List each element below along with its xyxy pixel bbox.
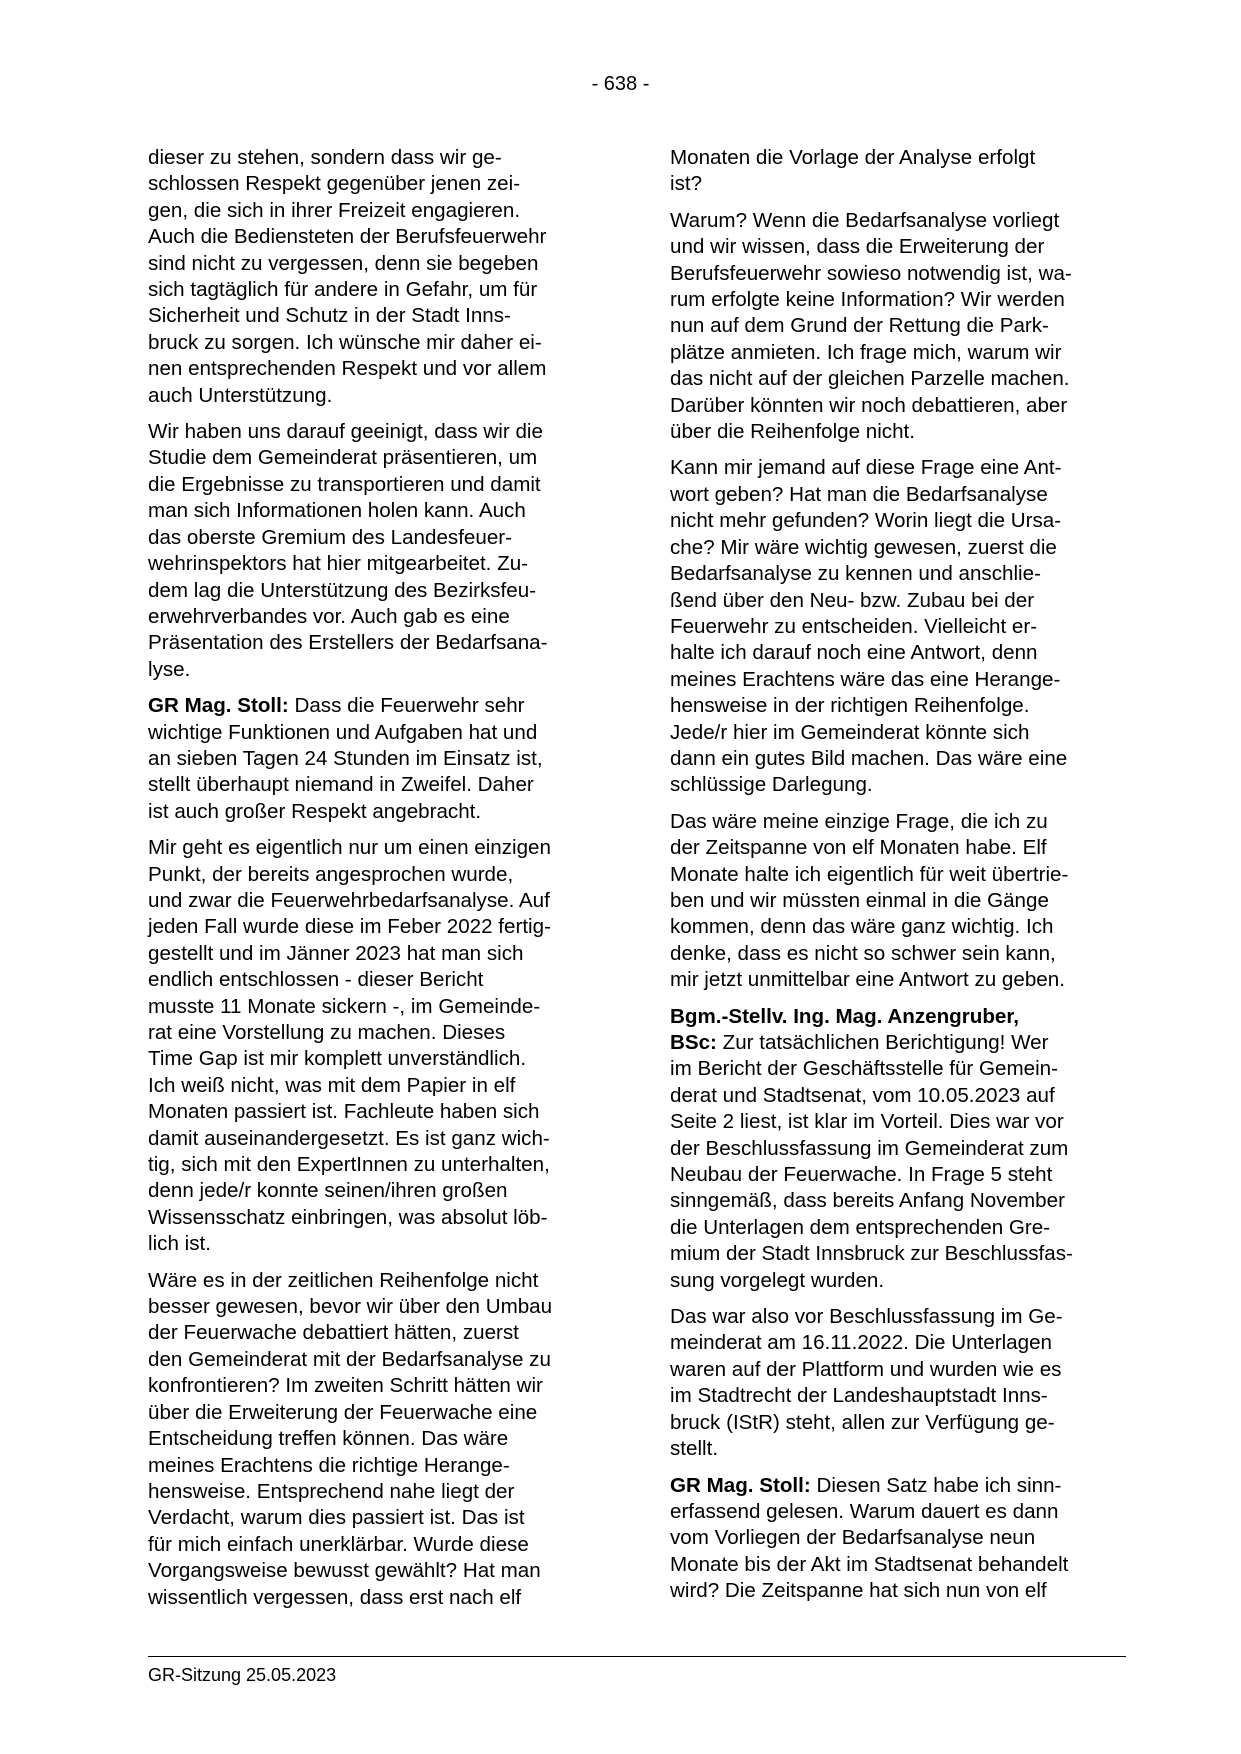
paragraph-text: Wäre es in der zeitlichen Reihenfolge nicht besser gewesen, bevor wir über den Umbau der Feuerwache debattiert hätten, zuerst den Gemeinderat mit der Bedarfsanalyse zu konfrontieren? Im zweiten Schritt hätten wir über die Erweiterung der Feuerwache eine Entscheidung treffen können. Das wäre meines Erachtens die richtige Herange- hensweise. Entsprechend nahe liegt der Verdacht, warum dies passiert ist. Das ist für mich einfach unerklärbar. Wurde diese Vorgangsweise bewusst gewählt? Hat man wissentlich vergessen, dass erst nach elf	[148, 1268, 553, 1609]
paragraph-text: Kann mir jemand auf diese Frage eine Ant- wort geben? Hat man die Bedarfsanalyse nicht mehr gefunden? Worin liegt die Ursa- che? Mir wäre wichtig gewesen, zuerst die Bedarfsanalyse zu kennen und anschlie- ßend über den Neu- bzw. Zubau bei der Feuerwehr zu entscheiden. Vielleicht er- halte ich darauf noch eine Antwort, denn meines Erachtens wäre das eine Herange- hensweise in der richtigen Reihenfolge. Jede/r hier im Gemeinderat könnte sich dann ein gutes Bild machen. Das wäre eine schlüssige Darlegung.	[670, 456, 1068, 797]
footer-divider	[148, 1656, 1126, 1657]
paragraph-text: dieser zu stehen, sondern dass wir ge- schlossen Respekt gegenüber jenen zei- gen, die sich in ihrer Freizeit engagieren. Auch die Bediensteten der Berufsfeuerwehr sind nicht zu vergessen, denn sie begeben sich tagtäglich für andere in Gefahr, um für Sicherheit und Schutz in der Stadt Inns- bruck zu sorgen. Ich wünsche mir daher ei- nen entsprechenden Respekt und vor allem auch Unterstützung.	[148, 146, 547, 407]
speaker-name: Bgm.-Stellv. Ing. Mag. Anzengruber, BSc:	[670, 1004, 1019, 1054]
paragraph-text: Mir geht es eigentlich nur um einen einzigen Punkt, der bereits angesprochen wurde, und zwar die Feuerwehrbedarfsanalyse. Auf jeden Fall wurde diese im Feber 2022 fertig- gestellt und im Jänner 2023 hat man sich endlich entschlossen - dieser Bericht musste 11 Monate sickern -, im Gemeinde- rat eine Vorstellung zu machen. Dieses Time Gap ist mir komplett unverständlich. Ich weiß nicht, was mit dem Papier in elf Monaten passiert ist. Fachleute haben sich damit auseinandergesetzt. Es ist ganz wich- tig, sich mit den ExpertInnen zu unterhalten, denn jede/r konnte seinen/ihren großen Wissensschatz einbringen, was absolut löb- lich ist.	[148, 836, 551, 1256]
paragraph	[670, 455, 1125, 798]
paragraph-text: Zur tatsächlichen Berichtigung! Wer im Bericht der Geschäftsstelle für Gemein- derat und Stadtsenat, vom 10.05.2023 auf Seite 2 liest, ist klar im Vorteil. Dies war vor der Beschlussfassung im Gemeinderat zum Neubau der Feuerwache. In Frage 5 steht sinngemäß, dass bereits Anfang November die Unterlagen dem entsprechenden Gre- mium der Stadt Innsbruck zur Beschlussfas- sung vorgelegt wurden.	[670, 1031, 1073, 1292]
left-column	[148, 145, 603, 1621]
paragraph-text: Wir haben uns darauf geeinigt, dass wir die Studie dem Gemeinderat präsentieren, um die Ergebnisse zu transportieren und damit man sich Informationen holen kann. Auch das oberste Gremium des Landesfeuer- wehrinspektors hat hier mitgearbeitet. Zu- dem lag die Unterstützung des Bezirksfeu- erwehrverbandes vor. Auch gab es eine Präsentation des Erstellers der Bedarfsana- lyse.	[148, 420, 548, 681]
paragraph	[148, 145, 603, 409]
speaker-name: GR Mag. Stoll:	[148, 694, 289, 718]
paragraph-text: Diesen Satz habe ich sinn- erfassend gelesen. Warum dauert es dann vom Vorliegen der Bedarfsanalyse neun Monate bis der Akt im Stadtsenat behandelt wird? Die Zeitspanne hat sich nun von elf	[670, 1473, 1069, 1603]
paragraph	[148, 419, 603, 683]
speaker-name: GR Mag. Stoll:	[670, 1473, 811, 1497]
footer-session-date: GR-Sitzung 25.05.2023	[148, 1665, 337, 1685]
paragraph	[670, 145, 1125, 198]
paragraph-text: Das wäre meine einzige Frage, die ich zu der Zeitspanne von elf Monaten habe. Elf Monate halte ich eigentlich für weit übertrie- ben und wir müssten einmal in die Gänge kommen, denn das wäre ganz wichtig. Ich denke, dass es nicht so schwer sein kann, mir jetzt unmittelbar eine Antwort zu geben.	[670, 809, 1069, 992]
paragraph	[670, 809, 1125, 994]
page-number: - 638 -	[591, 73, 650, 95]
paragraph-text: Das war also vor Beschlussfassung im Ge- meinderat am 16.11.2022. Die Unterlagen waren auf der Plattform und wurden wie es im Stadtrecht der Landeshauptstadt Inns- bruck (IStR) steht, allen zur Verfügung ge- stellt.	[670, 1305, 1063, 1461]
paragraph	[148, 693, 603, 825]
paragraph-text: Warum? Wenn die Bedarfsanalyse vorliegt und wir wissen, dass die Erweiterung der Berufsfeuerwehr sowieso notwendig ist, wa- rum erfolgte keine Information? Wir werden nun auf dem Grund der Rettung die Park- plätze anmieten. Ich frage mich, warum wir das nicht auf der gleichen Parzelle machen. Darüber könnten wir noch debattieren, aber über die Reihenfolge nicht.	[670, 208, 1072, 444]
paragraph	[148, 835, 603, 1258]
paragraph	[670, 208, 1125, 446]
paragraph	[670, 1304, 1125, 1462]
paragraph	[148, 1268, 603, 1611]
paragraph-text: Monaten die Vorlage der Analyse erfolgt ist?	[670, 146, 1036, 196]
right-column	[670, 145, 1125, 1615]
paragraph	[670, 1004, 1125, 1294]
paragraph-text: Dass die Feuerwehr sehr wichtige Funktionen und Aufgaben hat und an sieben Tagen 24 Stunden im Einsatz ist, stellt überhaupt niemand in Zweifel. Daher ist auch großer Respekt angebracht.	[148, 694, 543, 823]
paragraph	[670, 1473, 1125, 1605]
